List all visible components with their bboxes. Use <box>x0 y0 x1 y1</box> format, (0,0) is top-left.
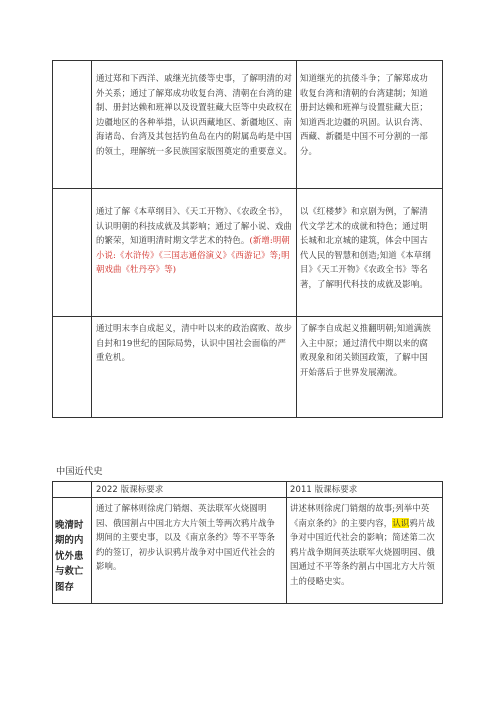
upper-row2-2022-text <box>96 204 294 277</box>
upper-row1-label-cell <box>53 61 92 189</box>
lower-header-2022: 2022 版课标要求 <box>96 484 164 494</box>
section-title: 中国近代史 <box>56 466 103 477</box>
lower-row-2011-part-a: 讲述林则徐虎门销烟的故事;列举中英《南京条约》的主要内容， <box>290 503 430 528</box>
upper-row2-2022-added-note: (新增:明朝小说:《水浒传》《三国志通俗演义》《西游记》等;明朝戏曲《牡丹亭》等) <box>96 235 290 275</box>
upper-row3-2022-text: 通过明末李自成起义，清中叶以来的政治腐败、故步自封和19世纪的国际局势，认识中国社会面临的严重危机。 <box>96 323 293 363</box>
lower-header-2011: 2011 版课标要求 <box>290 484 358 494</box>
upper-row2-2011-text: 以《红楼梦》和京剧为例，了解清代文学艺术的成就和特色；通过明长城和北京城的建筑，体会中国古代人民的智慧和创造;知道《本草纲目》《天工开物》《农政全书》等名著，了解明代科技的成就及影响。 <box>300 206 431 289</box>
lower-row-label: 晚清时期的内忧外患与救亡图存 <box>55 520 84 593</box>
lower-header-blank-cell <box>53 482 92 498</box>
upper-row2-label-cell <box>53 189 92 317</box>
upper-row3-2011-text: 了解李自成起义推翻明朝;知道满族入主中原；通过清代中期以来的腐败现象和闭关锁国政策，了解中国开始落后于世界发展潮流。 <box>300 323 431 377</box>
upper-row1-2011-text: 知道继光的抗倭斗争；了解郑成功收复台湾和清朝的台湾建制；知道册封达赖和班禅与设置驻藏大臣；知道西北边疆的巩固。认识台湾、西藏、新疆是中国不可分割的一部分。 <box>300 73 428 156</box>
lower-row-2011-highlight: 认识 <box>392 517 410 528</box>
upper-row1-2022-text: 通过郑和下西洋、戚继光抗倭等史事，了解明清的对外关系；通过了解郑成功收复台湾、清朝在台湾的建制、册封达赖和班禅以及设置驻藏大臣等中央政权在边疆地区的各种举措，认识西藏地区、新疆地区、南海诸岛、台湾及其包括钓鱼岛在内的附属岛屿是中国的领土，理解统一多民族国家版图奠定的重要意义。 <box>96 73 293 156</box>
upper-row3-label-cell <box>53 317 92 418</box>
lower-row-2011-part-b: 鸦片战争对中国近代社会的影响；简述第二次鸦片战争期间英法联军火烧圆明园、俄国通过不平等条约割占中国北方大片领土的侵略史实。 <box>290 517 435 586</box>
lower-row-2011-text <box>290 501 438 589</box>
lower-row-2022-text: 通过了解林则徐虎门销烟、英法联军火烧圆明园、俄国割占中国北方大片领土等两次鸦片战争期间的主要史事，以及《南京条约》等不平等条约的签订，初步认识鸦片战争对中国近代社会的影响。 <box>96 503 276 572</box>
upper-row2-2022-normal: 通过了解《本草纲目》、《天工开物》、《农政全书》，认识明朝的科技成就及其影响；通过了解小说、戏曲的繁荣，知道明清时期文学艺术的特色。 <box>96 206 293 246</box>
